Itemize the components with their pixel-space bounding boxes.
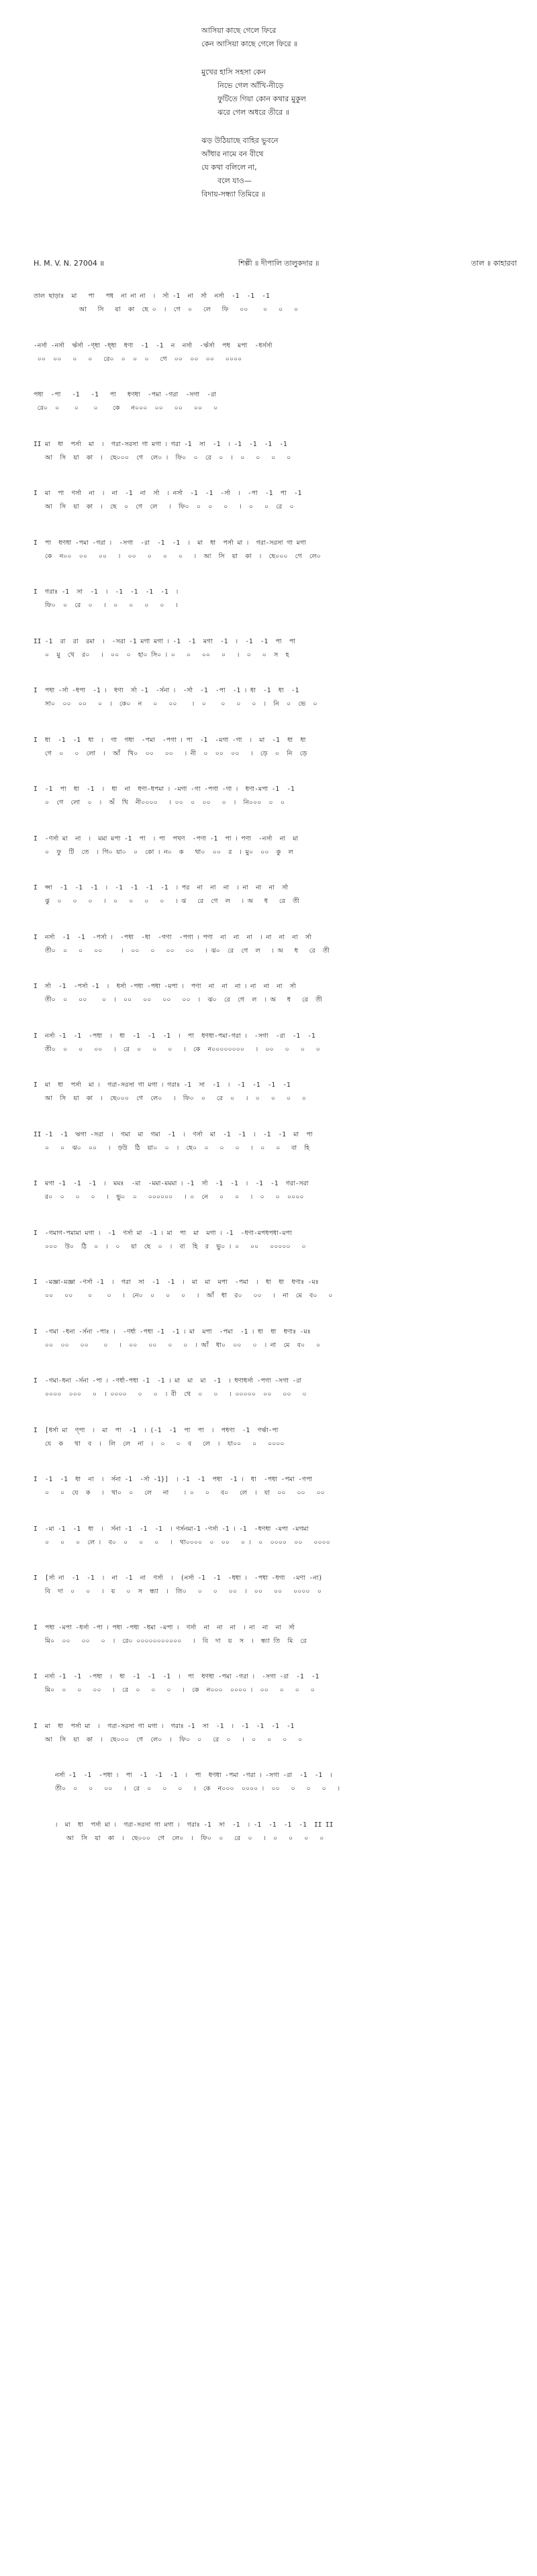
swara-line: I গরাঃ -1 সা -1 । -1 -1 -1 -1 । <box>34 588 179 596</box>
notation-row <box>0 488 537 538</box>
artist-name: শিল্পী ॥ দীপালি তালুকদার ॥ <box>238 259 320 268</box>
syllable-line: আ সি য়া কা । ছে ০ গে লে । ফি০ ০ ০ ০ । ০ ০ রে ০ <box>34 503 294 511</box>
swara-line: I -গমা -ধনা -র্সনা -পাঃ । -ণর্ধা -পধা -1 -1 । মা মপা -পমা -1 । ধা ধা ধণাঃ -মঃ <box>34 1328 311 1336</box>
lyric-line: আঁধার নামে বন বীথে <box>201 150 264 158</box>
lyric-stanza <box>201 24 510 51</box>
notation-row <box>0 538 537 588</box>
swara-line: I নর্সা -1 -1 -পধা । ধা -1 -1 -1 । পা ধণধা-পমা-গরা । -সগা -রা -1 -1 <box>34 1032 315 1040</box>
lyric-line: যে কথা বলিলে না, <box>201 163 257 172</box>
syllable-line: তী০ ০ ০ ০০ । ০০ ০ ০০ ০০ । ঝ০ রে গে ল । অ ধ রে তী <box>34 947 330 955</box>
swara-line: I [র্সা না -1 -1 । না -1 না ণর্সা । (নর্সা -1 -1 -ধধা । -পধা -ধগা -মণা -না) <box>34 1574 323 1582</box>
syllable-line: ০ ০ যে ক । থা০ ০ লে না । ০ ০ ব০ লে । যা ০০ ০০ ০০ <box>34 1489 325 1497</box>
notation-row <box>0 587 537 637</box>
swara-line: I মগা -1 -1 -1 । মমঃ -মা -মমা-মমমা । -1 র্সা -1 -1 । -1 -1 গরা-সরা <box>34 1180 309 1187</box>
swara-line: I -1 পা ধা -1 । ধা না ধণা-ধপমা । -মগা -গা -পগা -গা । ধণা-মপা -1 -1 <box>34 786 295 793</box>
syllable-line: আ সি য়া কা । ছে০০০ গে লে০ । ফি০ ০ রে ০ । ০ ০ ০ ০ <box>34 1095 306 1102</box>
swara-line: II -1 -1 ঋগা -সরা । গমা মা গমা -1 । ণর্সা মা -1 -1 । -1 -1 মা পা <box>34 1130 313 1138</box>
notation-row <box>0 1327 537 1377</box>
syllable-line: র০ ০ ০ ০ । ভু০ ০ ০০০০০০ । ০ নে ০ ০ । ০ ০ ০০০০ <box>34 1193 304 1201</box>
lyric-line: মুখের হাসি সহসা কেন <box>201 68 266 76</box>
notation-row <box>0 1573 537 1623</box>
syllable-line: ০ ফু টি তে । গি০ য়া০ ০ কো । ন০ ক থা০ ০০ র । মু০ ০০ কু ল <box>34 848 293 856</box>
swara-line: I নর্সা -1 -1 -পধা । ধা -1 -1 -1 । পা ধণধা -পমা -গরা । -সগা -রা -1 -1 <box>34 1673 320 1680</box>
notation-row <box>0 686 537 735</box>
notation-row <box>0 1770 537 1820</box>
syllable-line: ০ মু খে র০ । ০০ ০ হা০ সি০ । ০ ০ ০০ ০ । ০ ০ স হ <box>34 651 289 659</box>
swara-line: I পধা -মপা -ধর্সা -পা । পধা -পধা -ধমা -মপা । ণর্সা না না না । না না না র্সা <box>34 1623 295 1631</box>
syllable-line: আ সি য়া কা । ছে০০০ গে লে০ । ফি০ ০ রে ০ । ০ ০ ০ ০ <box>34 1735 303 1743</box>
syllable-line: তী০ ০ ০০ ০ । ০০ ০০ ০০ ০০ । ঝ০ রে গে ল । অ ধ রে তী <box>34 996 322 1004</box>
syllable-line: ০০ ০০ ০ ০ । নে০ ০ ০ ০ । আঁ ধা র০ ০০ । না মে ব০ ০ <box>34 1292 333 1299</box>
lyric-line: বিদায়-সন্ধ্যা তিমিরে ॥ <box>201 190 266 199</box>
syllable-line: ঝু ০ ০ ০ । ০ ০ ০ ০ । ঝ রে গে ল । অ ধ রে তী <box>34 898 299 905</box>
swara-line: -নর্সা -নর্সা র্ঋর্সা -ণ্ধা -ধ্ধা ধণা -1 -1 ন নর্সা -র্ঋর্সা পধ মপা -ধর্সর্সা <box>34 341 273 350</box>
notation-row <box>0 1524 537 1574</box>
syllable-line: ০০ ০০ ০০ ০ । ০০ ০০ ০ ০ । আঁ ধা০ ০০ ০ । না মে ব০ ০ <box>34 1341 320 1349</box>
notation-row <box>0 1228 537 1278</box>
syllable-line: আ সি য়া কা । ছে০০০ গে লে০ । ফি০ ০ রে ০ । ০ ০ ০ ০ <box>34 453 291 462</box>
notation-row <box>0 834 537 883</box>
swara-line: I পা ধণধা -পমা -গরা । -সগা -রা -1 -1 । মা ধা পর্সা মা । গরা-সরসা গা মগা <box>34 539 306 547</box>
notation-row <box>0 637 537 686</box>
notation-row <box>0 439 537 489</box>
notation-section <box>0 291 537 1869</box>
notation-row <box>0 291 537 341</box>
notation-row <box>0 1820 537 1870</box>
notation-row <box>0 932 537 982</box>
syllable-line: বি দা ০ ০ । য় ০ স ন্ধ্যা । তি০ ০ ০ ০০ । ০০ ০০ ০০০০ ০ <box>34 1588 322 1595</box>
syllable-line: সা০ ০০ ০০ ০ । কে০ ন ০ ০০ । ০ ০ ০ ০ । নি ০ ভে ০ <box>34 700 318 708</box>
syllable-line: ০০ ০০ ০ ০ রে০ ০ ০ ০ গে ০০ ০০ ০০ ০০০০ <box>34 355 242 363</box>
notation-row <box>0 1130 537 1179</box>
syllable-line: যে ক থা ব । লি লে না । ০ ০ ব লে । যা০০ ০ ০০০০ <box>34 1440 285 1448</box>
lyrics-block <box>201 24 510 216</box>
lyric-stanza <box>201 134 510 201</box>
swara-line: । মা ধা পর্সা মা । গরা-সরসা গা মগা । গরাঃ -1 সা -1 । -1 -1 -1 -1 II II <box>55 1821 334 1829</box>
lyric-line: বলে যাও— <box>217 176 252 185</box>
swara-line: তাল ছাড়াঃ মা পা পধ না না না । র্সা -1 না র্সা নর্সা -1 -1 -1 <box>34 292 270 300</box>
lyric-line: ফুটিতে গিয়া কোন কথার মুকুল <box>217 95 306 103</box>
lyric-line: ঝড় উঠিয়াছে বাহির ভুবনে <box>201 136 279 145</box>
notation-row <box>0 1623 537 1672</box>
lyric-stanza <box>201 66 510 119</box>
lyric-line: কেন আসিয়া কাছে গেলে ফিরে ॥ <box>201 40 298 48</box>
swara-line: I -মা -1 -1 ধা । র্সনা -1 -1 -1 । ণর্সনমা-1 -ণর্সা -1 । -1 -ধণধা -মপা -মগমা <box>34 1525 309 1533</box>
swara-line: II -1 রা রা রমা । -সরা -1 মগা মগা । -1 -1 মগা -1 । -1 -1 পা পা <box>34 637 295 645</box>
swara-line: I মা ধা পর্সা মা । গরা-সরসা গা মগা । গরাঃ -1 সা -1 । -1 -1 -1 -1 <box>34 1081 291 1089</box>
notation-row <box>0 981 537 1031</box>
swara-line: I প্সা -1 -1 -1 । -1 -1 -1 -1 । পর না না না । না না না র্সা <box>34 884 289 892</box>
swara-line: পধা -পা -1 -1 পা ধণধা -পমা -গরা -সগা -রা <box>34 391 216 398</box>
syllable-line: গে ০ ০ লো । আঁ খি০ ০০ ০০ । নী ০ ০০ ০০ । ড়ে ০ নি ড়ে <box>34 749 307 757</box>
notation-row <box>0 1426 537 1475</box>
notation-row <box>0 735 537 785</box>
swara-line: I নর্সা -1 -1 -পর্সা । -পধা -ধা -গণা -পগা । পণা না না না । না না না র্সা <box>34 933 311 941</box>
syllable-line: আ সি য়া কা । ছে০০০ গে লে০ । ফি০ ০ রে ০ । ০ ০ ০ ০ <box>55 1834 324 1842</box>
notation-row <box>0 390 537 439</box>
syllable-line: তী০ ০ ০ ০০ । রে ০ ০ ০ । কে ন০০০ ০০০০ । ০০ ০ ০ ০ । <box>55 1785 340 1792</box>
notation-row <box>0 1179 537 1228</box>
syllable-line: কে ন০০ ০০ ০০ । ০০ ০ ০ ০ । আ সি য়া কা । ছে০০০ গে লে০ <box>34 552 321 560</box>
notation-row <box>0 883 537 932</box>
notation-row <box>0 1672 537 1721</box>
lyric-line: ঝরে গেল অধরে তীরে ॥ <box>217 108 289 117</box>
notation-row <box>0 1721 537 1771</box>
syllable-line: ০ গে লো ০ । অঁ খি নী০০০০ । ০০ ০ ০০ ০ । নি০০০ ০ ০ <box>34 799 285 806</box>
record-meta-line <box>34 256 517 271</box>
notation-row <box>0 1474 537 1524</box>
swara-line: I মা ধা পর্সা মা । গরা-সরসা গা মগা । গরাঃ -1 সা -1 । -1 -1 -1 -1 <box>34 1722 295 1730</box>
syllable-line: আ সি য়া কা ছে ০ । গে ০ লে ফি ০০ ০ ০ ০ <box>34 306 299 313</box>
notation-row <box>0 1376 537 1426</box>
syllable-line: ০০০ উ০ ঠি ০ । ০ য়া ছে ০ । বা হি র ভু০ । ০ ০০ ০০০০০ ০ <box>34 1242 306 1250</box>
notation-row <box>0 341 537 390</box>
swara-line: I ধা -1 -1 ধা । গা গধা -পমা -পগা । পা -1 -মগা -গা । মা -1 ধা ধা <box>34 736 306 744</box>
syllable-line: ০ ০ ঝ০ ০০ । ড়উ ঠি য়া০ ০ । ছে০ ০ ০ ০ । ০ ০ বা হি <box>34 1144 309 1152</box>
notation-row <box>0 1031 537 1081</box>
swara-line: নর্সা -1 -1 -পধা । পা -1 -1 -1 । পা ধণধা -পমা -গরা । -সগা -রা -1 -1 । <box>55 1772 332 1779</box>
syllable-line: রে০ ০ ০ ০ কে ন০০০ ০০ ০০ ০০ ০ <box>34 405 217 412</box>
swara-line: I -গমাগ-পমামা মগা । -1 ণর্সা মা -1 । মা পা মা মগা । -1 -ধণা-মপধপধা-মপা <box>34 1229 292 1237</box>
swara-line: I -1 -1 ধা না । র্সনা -1 -র্সা -1}] । -1 -1 পধা -1 । ধা -পধা -পমা -গপা <box>34 1476 313 1483</box>
swara-line: I -মজ্ঞা-মজ্ঞা -ণর্সা -1 । গরা সা -1 -1 । মা মা মপা -পমা । ধা ধা ধণাঃ -মঃ <box>34 1279 319 1286</box>
swara-line: I -ণর্সা মা না । মমা মপা -1 পা । পা পখণ -পণা -1 পা । পণা -নর্সা না মা <box>34 835 299 843</box>
lyric-line: আসিয়া কাছে গেলে ফিরে <box>201 26 277 35</box>
notation-row <box>0 1277 537 1327</box>
swara-line: I মা পা ণর্সা না । না -1 না র্সা । নর্সা -1 -1 -র্সা । -পা -1 পা -1 <box>34 490 302 497</box>
notation-row <box>0 1080 537 1130</box>
swara-line: I পধা -র্সা -ধপা -1 । ধণা র্সা -1 -র্সনা । -র্সা -1 -পা -1 । ধা -1 ধা -1 <box>34 687 299 694</box>
syllable-line: মি০ ০ ০ ০০ । রে ০ ০ ০ । কে ন০০০ ০০০০ । ০০ ০ ০ ০ <box>34 1686 315 1694</box>
record-number: H. M. V. N. 27004 ॥ <box>34 259 104 268</box>
tala-name: তাল ॥ কাহারবা <box>471 259 517 268</box>
swara-line: I -গমা-ধনা -র্সনা -পা । -ণর্ধা-পধা -1 -1 । মা মা মা -1 । ধণাধর্সা -পগা -সগা -রা <box>34 1377 302 1385</box>
swara-line: I [ধর্সা মা ণ্পা । মা পা -1 । (-1 -1 পা পা । পধণা -1 ণর্ঋা-পা <box>34 1426 279 1434</box>
notation-row <box>0 784 537 834</box>
lyric-line: নিভে গেল আঁখি-নীড়ে <box>217 81 284 90</box>
syllable-line: ০ ০ ০ লে । ব০ ০ ০ ০ । থা০০০০ ০ ০০ ০ । ০ ০০০০ ০০ ০০০০ <box>34 1538 330 1546</box>
syllable-line: তী০ ০ ০ ০০ । রে ০ ০ ০ । কে ন০০০০০০০০ । ০০ ০ ০ ০ <box>34 1045 320 1053</box>
swara-line: II মা ধা পর্সা মা । গরা-সরসা গা মগা । গরা -1 সা -1 । -1 -1 -1 -1 <box>34 440 287 448</box>
syllable-line: মি০ ০০ ০০ ০ । রে০ ০০০০০০০০০০০ । বি দা য় স । ন্ধ্যা তি মি রে <box>34 1637 307 1645</box>
swara-line: I র্সা -1 -পর্সা -1 । ধর্সা -পধা -পধা -মপা । পণা না না না । না না না র্সা <box>34 983 296 990</box>
syllable-line: ০০০০ ০০০ ০ । ০০০০ ০ ০ । বী থে ০ ০ । ০০০০০ ০০ ০০ ০ <box>34 1391 307 1398</box>
syllable-line: ফি০ ০ রে ০ । ০ ০ ০ ০ । <box>34 602 178 609</box>
